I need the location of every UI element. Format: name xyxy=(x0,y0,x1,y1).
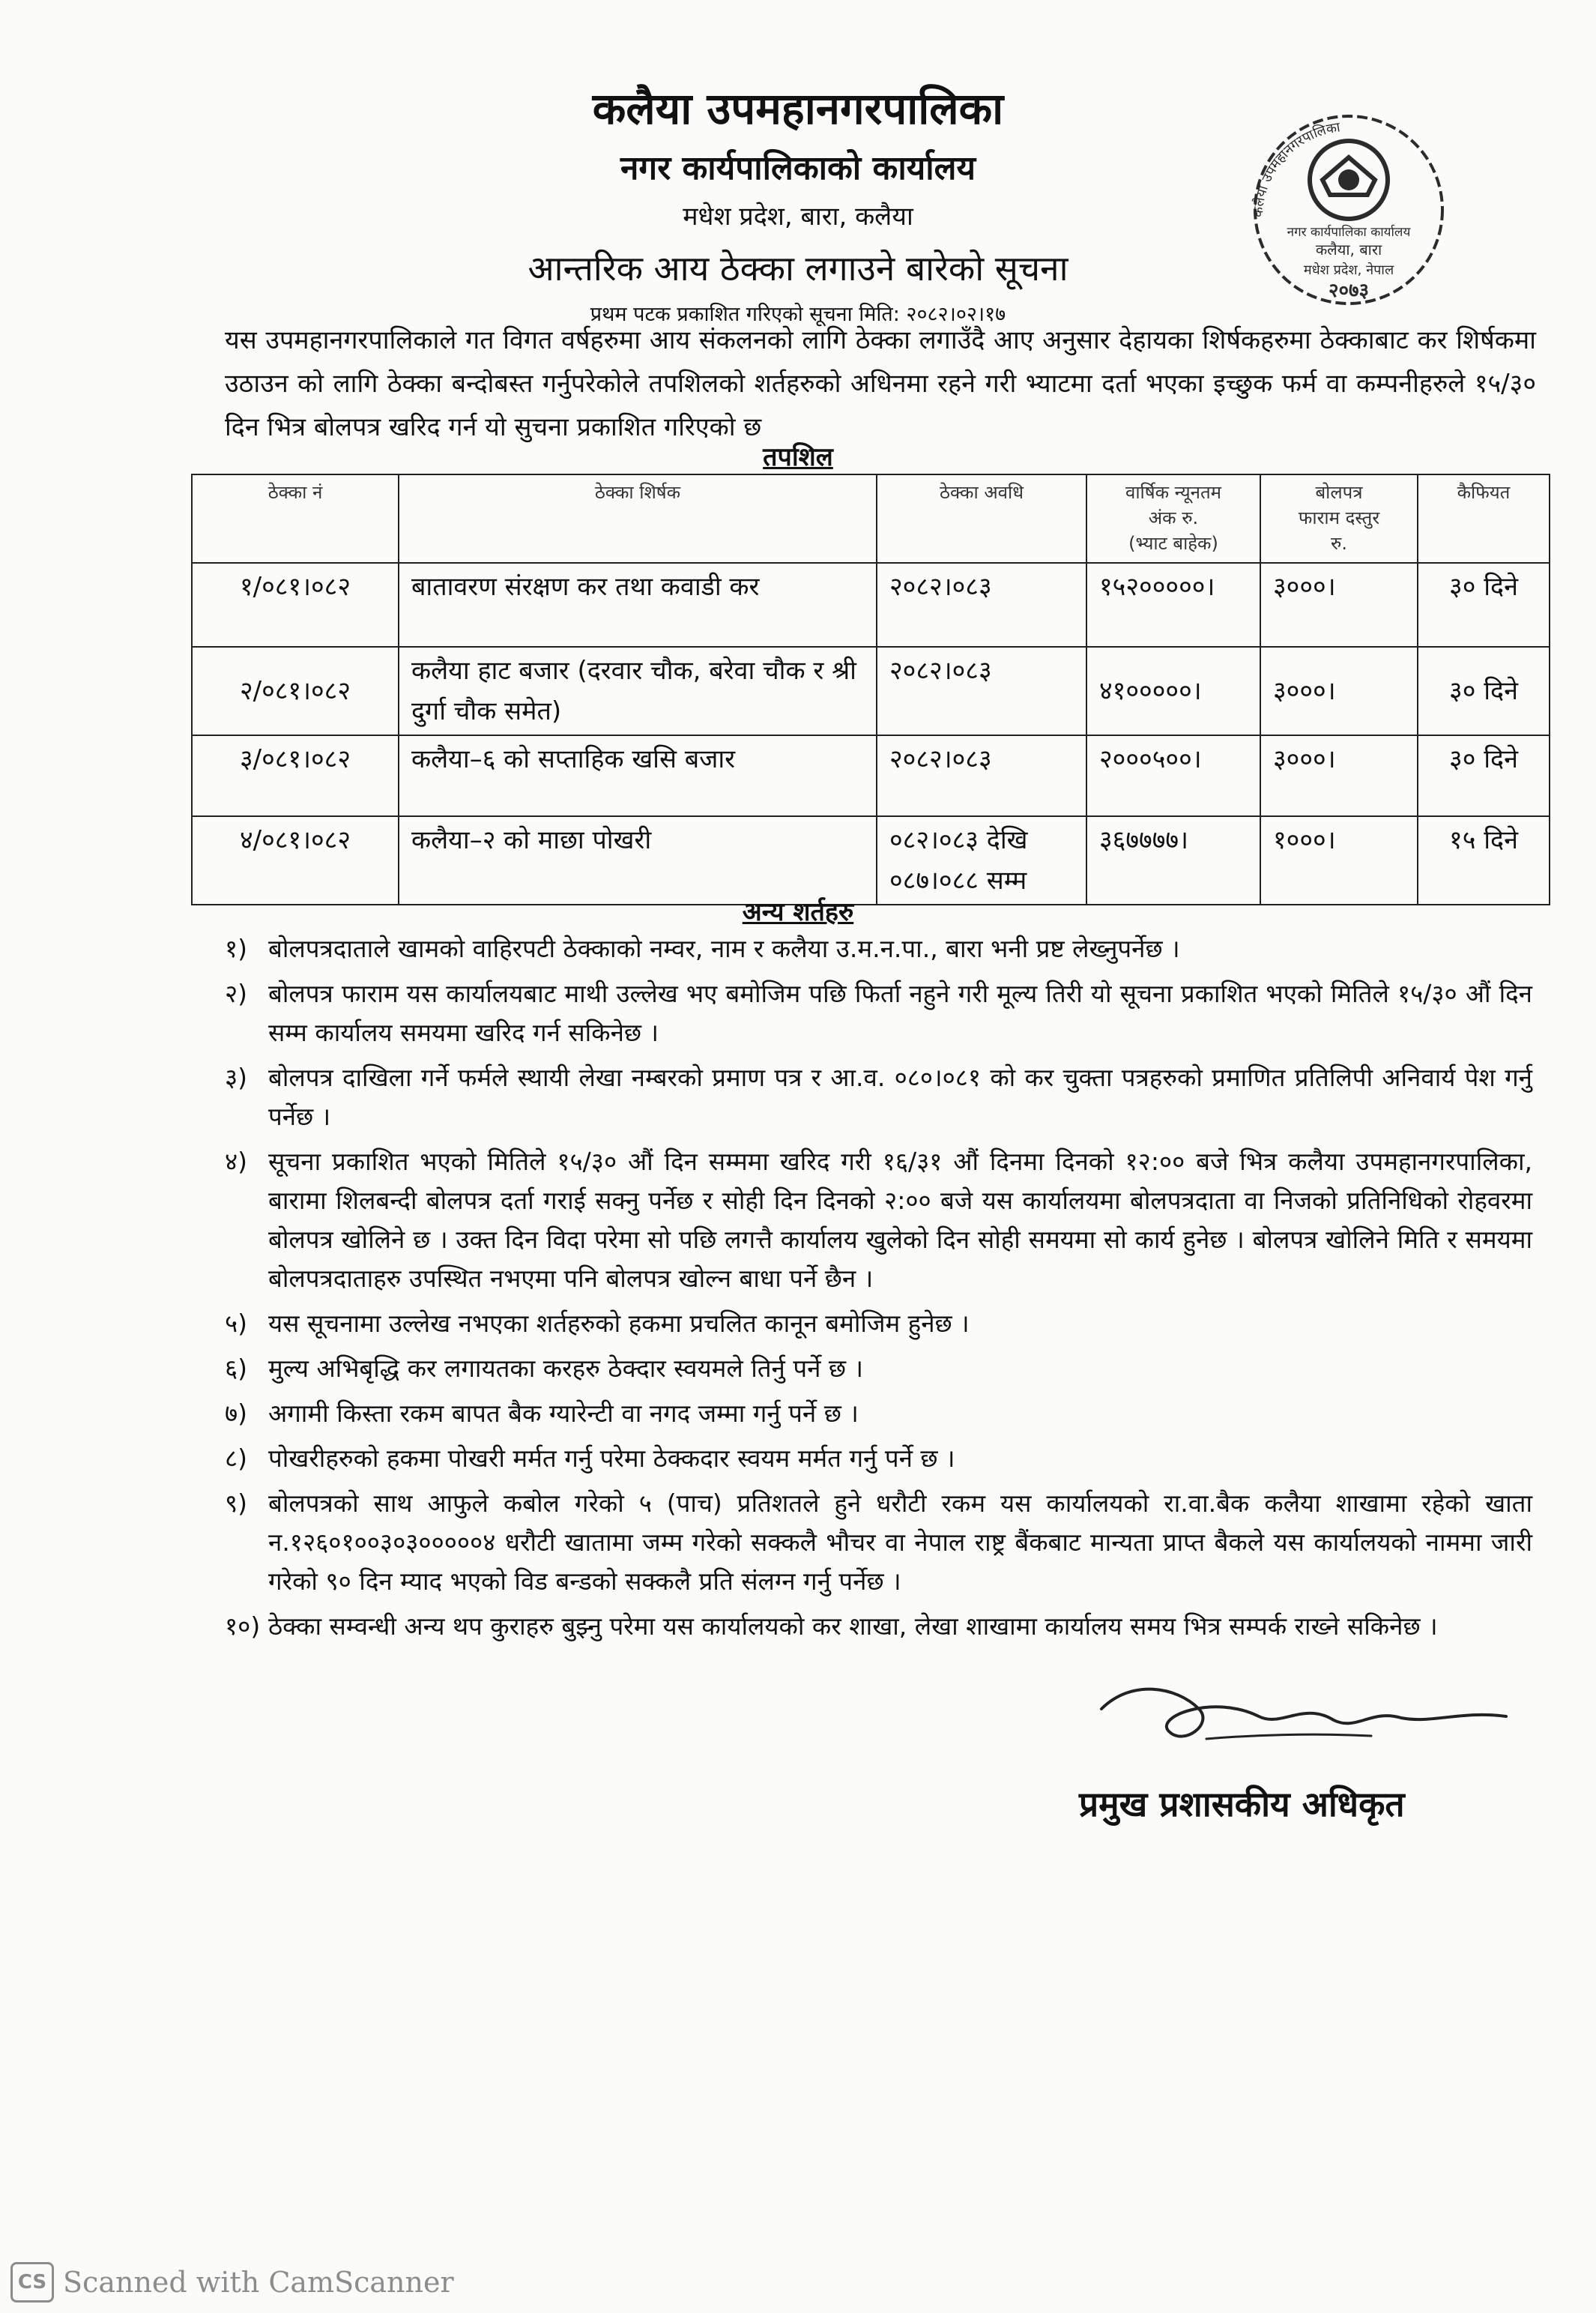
office-address: मधेश प्रदेश, बारा, कलैया xyxy=(683,202,913,232)
watermark-text: Scanned with CamScanner xyxy=(63,2266,454,2299)
list-item xyxy=(225,1439,1532,1478)
cell-remark: ३० दिने xyxy=(1418,647,1550,735)
cell-remark: ३० दिने xyxy=(1418,563,1550,647)
cell-form-fee: ३०००। xyxy=(1260,735,1418,816)
list-item xyxy=(225,1142,1532,1298)
condition-text: यस सूचनामा उल्लेख नभएका शर्तहरुको हकमा प्रचलित कानून बमोजिम हुनेछ । xyxy=(268,1309,970,1338)
office-seal xyxy=(1229,97,1469,322)
condition-number: ४) xyxy=(225,1147,248,1176)
cell-remark: १५ दिने xyxy=(1418,816,1550,905)
camscanner-logo-icon: CS xyxy=(10,2262,54,2303)
table-row xyxy=(192,735,1550,816)
header-contract-period: ठेक्का अवधि xyxy=(877,474,1086,563)
condition-number: ३) xyxy=(225,1063,248,1092)
other-conditions-heading: अन्य शर्तहरु xyxy=(742,897,854,927)
cell-contract-period-to: ०८७।०८८ सम्म xyxy=(889,866,1027,896)
condition-text: सूचना प्रकाशित भएको मितिले १५/३० औं दिन सम्ममा खरिद गरी १६/३१ औं दिनमा दिनको १२:०० बजे भित्र कलैया उपमहानगरपालिका, बारामा शिलबन्दी बोलपत्र दर्ता गराई सक्नु पर्नेछ र सोही दिन दिनको २:०० बजे यस कार्यालयमा बोलपत्रदाता वा निजको प्रतिनिधिको रोहवरमा बोलपत्र खोलिने छ । उक्त दिन विदा परेमा सो पछि लगत्तै कार्यालय खुलेको दिन सोही समयमा सो कार्य हुनेछ । बोलपत्र खोलिने मिति र समयमा बोलपत्रदाताहरु उपस्थित नभएमा पनि बोलपत्र खोल्न बाधा पर्ने छैन । xyxy=(268,1147,1532,1293)
schedule-heading: तपशिल xyxy=(763,442,833,472)
condition-number: ५) xyxy=(225,1309,248,1338)
list-item xyxy=(225,1349,1532,1388)
list-item xyxy=(225,1484,1532,1601)
list-item xyxy=(225,929,1532,968)
publish-date: प्रथम पटक प्रकाशित गरिएको सूचना मिति: २०८२।०२।१७ xyxy=(590,303,1006,326)
list-item xyxy=(225,1058,1532,1136)
header-form-fee-line1: बोलपत्र xyxy=(1315,482,1363,503)
header-remark: कैफियत xyxy=(1418,474,1550,563)
signatory-title: प्रमुख प्रशासकीय अधिकृत xyxy=(1079,1784,1405,1824)
cell-contract-period: २०८२।०८३ xyxy=(877,735,1086,816)
condition-number: २) xyxy=(225,979,248,1008)
table-header-row xyxy=(192,474,1550,563)
cell-contract-no: २/०८१।०८२ xyxy=(192,647,399,735)
intro-paragraph: यस उपमहानगरपालिकाले गत विगत वर्षहरुमा आय संकलनको लागि ठेक्का लगाउँदै आए अनुसार देहायका शिर्षकहरुमा ठेक्काबाट कर शिर्षकमा उठाउन को लागि ठेक्का बन्दोबस्त गर्नुपरेकोले तपशिलको शर्तहरुको अधिनमा रहने गरी भ्याटमा दर्ता भएका इच्छुक फर्म वा कम्पनीहरुले १५/३० दिन भित्र बोलपत्र खरिद गर्न यो सुचना प्रकाशित गरिएको छ xyxy=(225,325,1536,442)
handwritten-signature xyxy=(1086,1664,1536,1761)
contracts-table xyxy=(191,474,1550,905)
office-name: नगर कार्यपालिकाको कार्यालय xyxy=(620,149,976,187)
condition-text: अगामी किस्ता रकम बापत बैक ग्यारेन्टी वा नगद जम्मा गर्नु पर्ने छ । xyxy=(268,1399,859,1428)
condition-text: ठेक्का सम्वन्धी अन्य थप कुराहरु बुझ्नु परेमा यस कार्यालयको कर शाखा, लेखा शाखामा कार्यालय समय भित्र सम्पर्क राख्ने सकिनेछ । xyxy=(268,1611,1438,1641)
condition-number: ७) xyxy=(225,1399,248,1428)
cell-contract-title: कलैया–६ को सप्ताहिक खसि बजार xyxy=(399,735,877,816)
list-item xyxy=(225,1394,1532,1433)
cell-form-fee: ३०००। xyxy=(1260,647,1418,735)
cell-form-fee: १०००। xyxy=(1260,816,1418,905)
cell-min-amount: ४१०००००। xyxy=(1086,647,1260,735)
camscanner-watermark xyxy=(10,2264,454,2301)
condition-text: बोलपत्रको साथ आफुले कबोल गरेको ५ (पाच) प्रतिशतले हुने धरौटी रकम यस कार्यालयको रा.वा.बैक कलैया शाखामा रहेको खाता न.१२६०१००३०३०००००४ धरौटी खातामा जम्म गरेको सक्कलै भौचर वा नेपाल राष्ट्र बैंकबाट मान्यता प्राप्त बैकले यस कार्यालयको नाममा जारी गरेको ९० दिन म्याद भएको विड बन्डको सक्कलै प्रति संलग्न गर्नु पर्नेछ । xyxy=(268,1489,1532,1596)
seal-text-year: २०७३ xyxy=(1328,280,1370,302)
list-item xyxy=(225,1607,1532,1646)
cell-contract-no: १/०८१।०८२ xyxy=(192,563,399,647)
header-contract-title: ठेक्का शिर्षक xyxy=(399,474,877,563)
cell-min-amount: १५२०००००। xyxy=(1086,563,1260,647)
cell-remark: ३० दिने xyxy=(1418,735,1550,816)
cell-contract-title: कलैया हाट बजार (दरवार चौक, बरेवा चौक र श्री दुर्गा चौक समेत) xyxy=(399,647,877,735)
condition-number: १) xyxy=(225,934,248,963)
header-min-amount-line2: अंक रु. xyxy=(1148,507,1199,528)
condition-number: ८) xyxy=(225,1444,248,1473)
cell-contract-period-from: ०८२।०८३ देखि xyxy=(889,825,1028,855)
header-min-amount xyxy=(1086,474,1260,563)
cell-contract-title: बातावरण संरक्षण कर तथा कवाडी कर xyxy=(399,563,877,647)
notice-title: आन्तरिक आय ठेक्का लगाउने बारेको सूचना xyxy=(528,248,1068,289)
cell-contract-period: २०८२।०८३ xyxy=(877,647,1086,735)
header-min-amount-line3: (भ्याट बाहेक) xyxy=(1128,533,1218,554)
cell-form-fee: ३०००। xyxy=(1260,563,1418,647)
header-form-fee-line3: रु. xyxy=(1331,533,1347,554)
cell-contract-period xyxy=(877,816,1086,905)
table-row xyxy=(192,816,1550,905)
condition-text: मुल्य अभिबृद्धि कर लगायतका करहरु ठेक्दार स्वयमले तिर्नु पर्ने छ । xyxy=(268,1354,864,1383)
condition-text: पोखरीहरुको हकमा पोखरी मर्मत गर्नु परेमा ठेक्कदार स्वयम मर्मत गर्नु पर्ने छ । xyxy=(268,1444,955,1473)
org-name: कलैया उपमहानगरपालिका xyxy=(592,83,1004,134)
seal-text-place: कलैया, बारा xyxy=(1315,241,1382,259)
cell-contract-no: ४/०८१।०८२ xyxy=(192,816,399,905)
header-form-fee-line2: फाराम दस्तुर xyxy=(1298,507,1380,528)
header-contract-no: ठेक्का नं xyxy=(192,474,399,563)
header-form-fee xyxy=(1260,474,1418,563)
cell-contract-no: ३/०८१।०८२ xyxy=(192,735,399,816)
cell-contract-period: २०८२।०८३ xyxy=(877,563,1086,647)
condition-text: बोलपत्र दाखिला गर्ने फर्मले स्थायी लेखा नम्बरको प्रमाण पत्र र आ.व. ०८०।०८१ को कर चुक्ता पत्रहरुको प्रमाणित प्रतिलिपी अनिवार्य पेश गर्नु पर्नेछ । xyxy=(268,1063,1532,1131)
cell-min-amount: ३६७७७७। xyxy=(1086,816,1260,905)
conditions-list xyxy=(225,929,1532,1652)
condition-number: ६) xyxy=(225,1354,248,1383)
list-item xyxy=(225,974,1532,1052)
condition-text: बोलपत्र फाराम यस कार्यालयबाट माथी उल्लेख भए बमोजिम पछि फिर्ता नहुने गरी मूल्य तिरी यो सूचना प्रकाशित भएको मितिले १५/३० औं दिन सम्म कार्यालय समयमा खरिद गर्न सकिनेछ । xyxy=(268,979,1532,1047)
condition-number: ९) xyxy=(225,1489,248,1518)
condition-number: १०) xyxy=(225,1611,261,1641)
cell-min-amount: २०००५००। xyxy=(1086,735,1260,816)
seal-text-office: नगर कार्यपालिका कार्यालय xyxy=(1287,225,1411,240)
list-item xyxy=(225,1304,1532,1343)
header-min-amount-line1: वार्षिक न्यूनतम xyxy=(1125,482,1222,503)
table-row xyxy=(192,563,1550,647)
seal-text-province: मधेश प्रदेश, नेपाल xyxy=(1303,262,1394,278)
cell-contract-title: कलैया–२ को माछा पोखरी xyxy=(399,816,877,905)
condition-text: बोलपत्रदाताले खामको वाहिरपटी ठेक्काको नम्वर, नाम र कलैया उ.म.न.पा., बारा भनी प्रष्ट लेख्नुपर्नेछ । xyxy=(268,934,1180,963)
table-row xyxy=(192,647,1550,735)
seal-text-arc: कलैया उपमहानगरपालिका xyxy=(1250,119,1342,218)
